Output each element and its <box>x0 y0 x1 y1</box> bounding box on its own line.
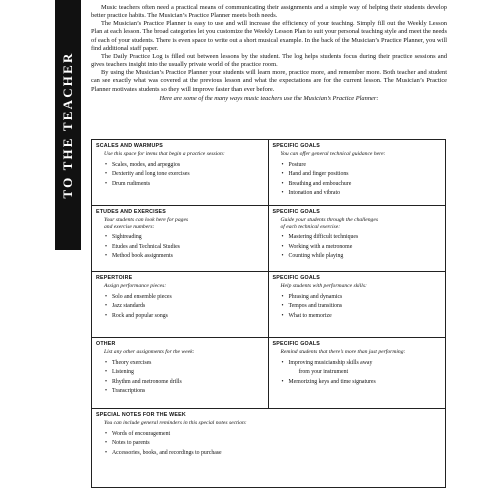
goals-heading-2: SPECIFIC GOALS <box>272 209 321 215</box>
list-item: • Accessories, books, and recordings to purchase <box>112 449 441 459</box>
goals-desc-2-line-1: Guide your students through the challenges <box>280 217 379 223</box>
intro-text <box>91 4 447 103</box>
list-item: • Rhythm and metronome drills <box>112 378 264 388</box>
list-item: • Solo and ensemble pieces <box>112 293 264 303</box>
list-item: • Dexterity and long tone exercises <box>112 170 264 180</box>
list-item: • Scales, modes, and arpeggios <box>112 161 264 171</box>
list-item-continuation: from your instrument <box>298 369 349 376</box>
goals-cell-1 <box>269 140 446 206</box>
other-cell <box>92 338 269 409</box>
goals-list-2 <box>273 233 442 262</box>
scales-heading: SCALES AND WARMUPS <box>96 143 163 149</box>
repertoire-desc: Assign performance pieces: <box>104 283 167 289</box>
goals-cell-4 <box>269 338 446 409</box>
list-item: • Transcriptions <box>112 387 264 397</box>
list-item: • Mastering difficult techniques <box>289 233 442 243</box>
repertoire-list <box>96 293 264 322</box>
goals-cell-2 <box>269 206 446 272</box>
intro-lead: Here are some of the many ways music teachers use the Musician’s Practice Planner: <box>159 94 379 102</box>
goals-desc-2-line-2: of each technical exercise: <box>280 223 341 230</box>
list-item: • Breathing and embouchure <box>289 180 442 190</box>
goals-list-1 <box>273 161 442 199</box>
scales-list <box>96 161 264 190</box>
etudes-desc <box>104 217 264 230</box>
goals-list-3 <box>273 293 442 322</box>
list-item: • Working with a metronome <box>289 243 442 253</box>
other-heading: OTHER <box>96 341 116 347</box>
goals-heading-3: SPECIFIC GOALS <box>272 275 321 281</box>
list-item: • Sightreading <box>112 233 264 243</box>
intro-paragraph-4: By using the Musician’s Practice Planner your students will learn more, practice more, and remember more. Both teacher and student can see exactly what was covered at the previous lesson and what the expectations are for the current lesson. The Musician’s Practice Planner motivates students so they will improve faster than ever before. <box>91 69 447 93</box>
list-item: • Posture <box>289 161 442 171</box>
goals-desc-4: Remind students that there’s more than just performing: <box>280 349 406 355</box>
goals-desc-1: You can offer general technical guidance here: <box>280 151 386 157</box>
list-item: • Drum rudiments <box>112 180 264 190</box>
list-item: • Words of encouragement <box>112 430 441 440</box>
etudes-cell <box>92 206 269 272</box>
scales-desc: Use this space for items that begin a practice session: <box>104 151 225 157</box>
notes-list <box>96 430 441 459</box>
etudes-desc-line-1: Your students can look here for pages <box>104 217 189 223</box>
list-item: • Improving musicianship skills away <box>289 359 442 369</box>
list-item: • Tempos and transitions <box>289 302 442 312</box>
list-item: • Memorizing keys and time signatures <box>289 378 442 388</box>
repertoire-cell <box>92 272 269 338</box>
list-item: • Jazz standards <box>112 302 264 312</box>
goals-desc-3: Help students with performance skills: <box>280 283 367 289</box>
notes-desc: You can include general reminders in this special notes section: <box>104 420 247 426</box>
scales-cell <box>92 140 269 206</box>
list-item: • Listening <box>112 368 264 378</box>
list-item: • Notes to parents <box>112 439 441 449</box>
list-item: • Theory exercises <box>112 359 264 369</box>
intro-paragraph-3: The Daily Practice Log is filled out between lessons by the student. The log helps students focus during their practice sessions and gives teachers insight into the usually private world of the practice room. <box>91 52 447 69</box>
etudes-desc-line-2: and exercise numbers: <box>104 223 155 230</box>
goals-list-4 <box>273 359 442 388</box>
intro-paragraph-2: The Musician’s Practice Planner is easy to use and will increase the efficiency of your teaching. Simply fill out the Weekly Lesson Plan at each lesson. The broad categories let you customize the Weekly Lesson Plan to suit your personal teaching style and meet the needs of each of your students. There is even space to write out a short musical example. In the back of the Musician’s Practice Planner, you will find additional staff paper. <box>91 20 447 52</box>
list-item: • Rock and popular songs <box>112 312 264 322</box>
goals-desc-2 <box>281 217 442 230</box>
other-desc: List any other assignments for the week: <box>104 349 195 355</box>
notes-cell <box>92 409 445 487</box>
etudes-list <box>96 233 264 262</box>
notes-heading: SPECIAL NOTES FOR THE WEEK <box>96 412 186 418</box>
side-tab-label: TO THE TEACHER <box>60 51 75 199</box>
other-list <box>96 359 264 397</box>
list-item: • Intonation and vibrato <box>289 189 442 199</box>
list-item: • Method book assignments <box>112 252 264 262</box>
intro-paragraph-1: Music teachers often need a practical means of communicating their assignments and a simple way of helping their students develop better practice habits. The Musician’s Practice Planner meets both needs. <box>91 4 447 20</box>
goals-heading-4: SPECIFIC GOALS <box>272 341 321 347</box>
goals-heading-1: SPECIFIC GOALS <box>272 143 321 149</box>
list-item: • Counting while playing <box>289 252 442 262</box>
list-item: • Phrasing and dynamics <box>289 293 442 303</box>
repertoire-heading: REPERTOIRE <box>96 275 133 281</box>
list-item: • Etudes and Technical Studies <box>112 243 264 253</box>
etudes-heading: ETUDES AND EXERCISES <box>96 209 167 215</box>
side-tab <box>55 0 81 250</box>
goals-cell-3 <box>269 272 446 338</box>
planner-table <box>91 139 446 488</box>
list-item: • Hand and finger positions <box>289 170 442 180</box>
list-item: • What to memorize <box>289 312 442 322</box>
